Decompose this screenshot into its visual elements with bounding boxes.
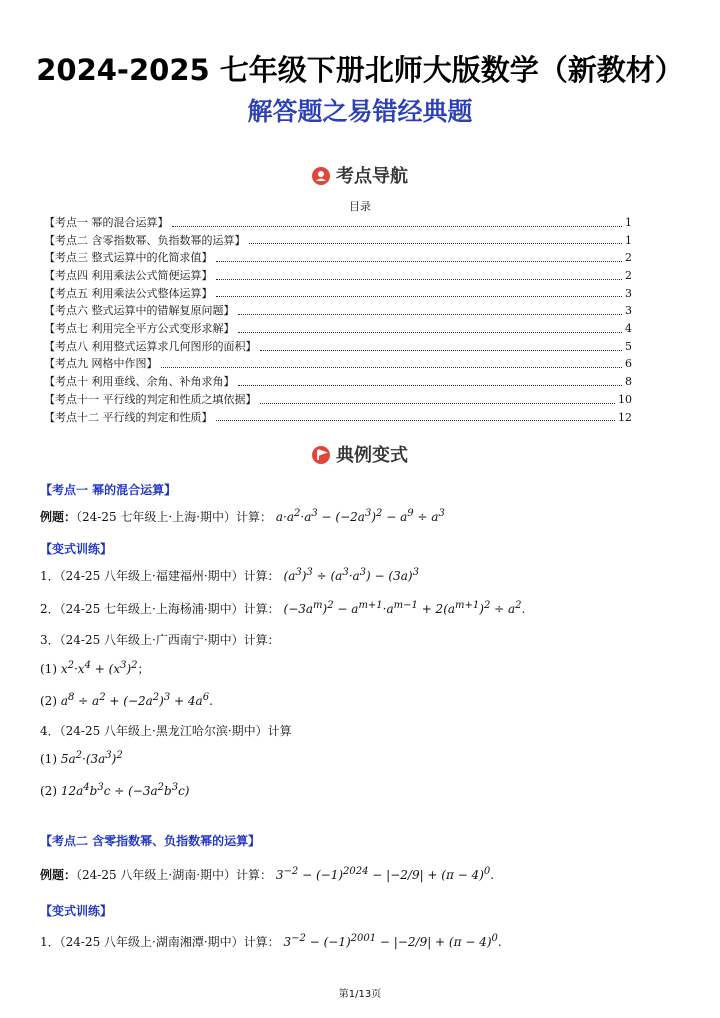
page-footer: 第1/13页 [338,989,382,1000]
section1-q2: 2．（24-25 七年级上·上海杨浦·期中）计算： $(-3a^m)^2 - a^{m+1}\cdot a^{m-1} + 2(a^{m+1})^2 \div a^2$. [40,600,526,616]
toc-item-page: 3 [625,304,632,318]
formula: $a\cdot a^2\cdot a^3 - (-2a^3)^2 - a^9 \div a^3$ [275,508,445,524]
toc-item-page: 1 [625,233,632,247]
section2-heading: 【考点二 含零指数幂、负指数幂的运算】 [40,834,261,848]
toc-item-title: 【考点九 网格中作图】 [44,357,158,371]
formula: $3^{-2} - (-1)^{2024} - |-2/9| + (\pi - 4)^0$ [275,866,491,882]
toc-label: 目录 [349,200,371,213]
toc-leader [216,420,616,421]
toc-item-page: 2 [625,251,632,265]
q1-text: 1．（24-25 八年级上·福建福州·期中）计算： [40,569,280,583]
toc-item[interactable] [44,409,632,427]
toc-item[interactable] [44,391,632,409]
formula: $(-3a^m)^2 - a^{m+1}\cdot a^{m-1} + 2(a^{m+1})^2 \div a^2$ [283,600,522,616]
toc-item-title: 【考点五 利用乘法公式整体运算】 [44,286,213,300]
toc-item-title: 【考点八 利用整式运算求几何图形的面积】 [44,339,257,353]
table-of-contents [44,214,632,426]
example-label: 例题： [40,868,77,882]
toc-item-title: 【考点十二 平行线的判定和性质】 [44,410,213,424]
nav-heading [0,162,720,188]
toc-item-title: 【考点四 利用乘法公式简便运算】 [44,269,213,283]
document-title: 2024-2025 七年级下册北师大版数学（新教材） [36,53,684,87]
toc-item-title: 【考点七 利用完全平方公式变形求解】 [44,322,235,336]
toc-leader [216,296,623,297]
toc-item-page: 2 [625,269,632,283]
formula: $(a^3)^3 \div (a^3\cdot a^3) - (3a)^3$ [283,567,419,583]
q3-1-label: (1) [40,662,57,676]
toc-item-title: 【考点十 利用垂线、余角、补角求角】 [44,375,235,389]
q2-text: 2．（24-25 七年级上·上海杨浦·期中）计算： [40,602,280,616]
toc-item-page: 4 [625,322,632,336]
toc-leader [238,385,623,386]
section1-q1 [40,567,419,584]
section1-q3-2: (2) $a^8 \div a^2 + (-2a^2)^3 + 4a^6$. [40,692,213,708]
toc-item-title: 【考点二 含零指数幂、负指数幂的运算】 [44,233,246,247]
formula: $5a^2\cdot(3a^3)^2$ [60,750,123,766]
toc-item[interactable] [44,338,632,356]
example-label: 例题： [40,510,77,524]
example-text: （24-25 八年级上·湖南·期中）计算： [76,868,273,882]
toc-leader [260,350,623,351]
toc-item-title: 【考点六 整式运算中的错解复原问题】 [44,304,235,318]
toc-item-page: 6 [625,357,632,371]
toc-leader [238,332,623,333]
toc-leader [260,403,616,404]
section1-q4: 4．（24-25 八年级上·黑龙江哈尔滨·期中）计算 [40,724,292,738]
toc-item[interactable] [44,214,632,232]
section1-q3: 3．（24-25 八年级上·广西南宁·期中）计算： [40,633,280,647]
toc-item[interactable] [44,356,632,374]
document-subtitle: 解答题之易错经典题 [247,97,473,126]
toc-item-page: 8 [625,375,632,389]
toc-item-page: 5 [625,339,632,353]
toc-item[interactable] [44,232,632,250]
toc-item-title: 【考点一 幂的混合运算】 [44,215,169,229]
toc-item-page: 3 [625,286,632,300]
section2-practice-label: 【变式训练】 [40,904,113,918]
formula: $12a^4b^3c \div (-3a^2b^3c)$ [60,782,190,798]
section1-example [40,508,445,525]
q4-1-label: (1) [40,752,57,766]
q1-text: 1．（24-25 八年级上·湖南湘潭·期中）计算： [40,935,280,949]
flag-icon [312,446,330,464]
section1-q3-1: (1) $x^2\cdot x^4 + (x^3)^2$； [40,660,150,676]
toc-leader [249,243,623,244]
toc-leader [238,314,623,315]
toc-leader [172,226,623,227]
section2-q1: 1．（24-25 八年级上·湖南湘潭·期中）计算： $3^{-2} - (-1)^{2001} - |-2/9| + (\pi - 4)^0$. [40,933,502,949]
formula: $3^{-2} - (-1)^{2001} - |-2/9| + (\pi - 4)^0$ [283,933,498,949]
section1-heading: 【考点一 幂的混合运算】 [40,483,177,497]
toc-leader [216,279,623,280]
toc-item-title: 【考点十一 平行线的判定和性质之填依据】 [44,392,257,406]
toc-item[interactable] [44,320,632,338]
section1-q4-2 [40,782,189,798]
toc-item[interactable] [44,285,632,303]
toc-item-page: 10 [618,392,632,406]
toc-leader [161,367,623,368]
toc-item-title: 【考点三 整式运算中的化简求值】 [44,251,213,265]
example-text: （24-25 七年级上·上海·期中）计算： [76,510,273,524]
toc-item[interactable] [44,373,632,391]
formula: $a^8 \div a^2 + (-2a^2)^3 + 4a^6$ [60,692,210,708]
toc-item[interactable] [44,267,632,285]
examples-heading [0,441,720,467]
q3-2-label: (2) [40,694,57,708]
person-icon [312,167,330,185]
section1-q4-1 [40,750,123,766]
section1-practice-label: 【变式训练】 [40,542,113,556]
toc-item[interactable] [44,249,632,267]
toc-item-page: 12 [618,410,632,424]
q4-2-label: (2) [40,784,57,798]
examples-heading-text: 典例变式 [336,445,408,466]
nav-heading-text: 考点导航 [336,166,408,187]
toc-leader [216,261,623,262]
toc-item-page: 1 [625,215,632,229]
toc-item[interactable] [44,302,632,320]
section2-example: 例题：（24-25 八年级上·湖南·期中）计算： $3^{-2} - (-1)^{2024} - |-2/9| + (\pi - 4)^0$. [40,866,495,882]
formula: $x^2\cdot x^4 + (x^3)^2$ [60,660,138,676]
